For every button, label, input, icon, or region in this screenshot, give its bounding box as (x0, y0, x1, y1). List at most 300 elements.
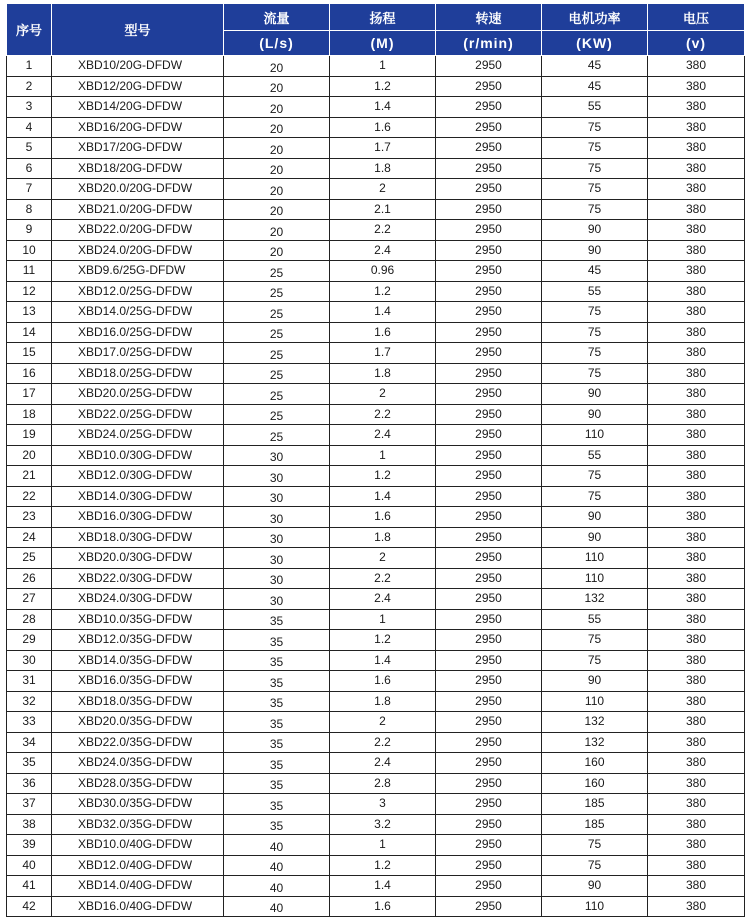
table-row (7, 671, 745, 692)
cell-speed: 2950 (436, 794, 542, 815)
cell-speed: 2950 (436, 445, 542, 466)
cell-power: 160 (542, 753, 648, 774)
cell-flow: 25 (224, 425, 330, 446)
cell-speed: 2950 (436, 322, 542, 343)
cell-no: 18 (7, 404, 52, 425)
table-row (7, 179, 745, 200)
cell-head: 2.4 (330, 753, 436, 774)
cell-power: 110 (542, 425, 648, 446)
cell-power: 75 (542, 650, 648, 671)
cell-flow: 25 (224, 343, 330, 364)
cell-voltage: 380 (648, 220, 745, 241)
cell-voltage: 380 (648, 302, 745, 323)
cell-speed: 2950 (436, 179, 542, 200)
cell-speed: 2950 (436, 691, 542, 712)
cell-flow: 30 (224, 527, 330, 548)
table-row (7, 199, 745, 220)
cell-power: 110 (542, 896, 648, 917)
cell-no: 41 (7, 876, 52, 897)
cell-no: 10 (7, 240, 52, 261)
cell-model: XBD28.0/35G-DFDW (52, 773, 224, 794)
cell-no: 7 (7, 179, 52, 200)
cell-flow: 30 (224, 568, 330, 589)
cell-head: 2.8 (330, 773, 436, 794)
cell-model: XBD16.0/40G-DFDW (52, 896, 224, 917)
table-row (7, 835, 745, 856)
cell-speed: 2950 (436, 404, 542, 425)
cell-no: 24 (7, 527, 52, 548)
cell-head: 1.4 (330, 876, 436, 897)
cell-flow: 30 (224, 548, 330, 569)
cell-no: 14 (7, 322, 52, 343)
cell-power: 55 (542, 445, 648, 466)
table-row (7, 507, 745, 528)
cell-power: 75 (542, 486, 648, 507)
header-head-unit: (M) (330, 31, 436, 56)
cell-flow: 35 (224, 773, 330, 794)
table-row (7, 814, 745, 835)
cell-power: 90 (542, 876, 648, 897)
header-voltage: 电压 (648, 4, 745, 31)
cell-no: 9 (7, 220, 52, 241)
cell-head: 1.6 (330, 671, 436, 692)
cell-flow: 20 (224, 117, 330, 138)
cell-power: 75 (542, 302, 648, 323)
cell-head: 1.2 (330, 855, 436, 876)
table-row (7, 322, 745, 343)
header-speed: 转速 (436, 4, 542, 31)
cell-head: 1.4 (330, 302, 436, 323)
cell-head: 1.7 (330, 343, 436, 364)
cell-no: 11 (7, 261, 52, 282)
cell-model: XBD18/20G-DFDW (52, 158, 224, 179)
cell-voltage: 380 (648, 158, 745, 179)
cell-flow: 30 (224, 445, 330, 466)
table-row (7, 220, 745, 241)
cell-speed: 2950 (436, 773, 542, 794)
cell-voltage: 380 (648, 486, 745, 507)
cell-model: XBD12.0/40G-DFDW (52, 855, 224, 876)
cell-speed: 2950 (436, 302, 542, 323)
table-row (7, 548, 745, 569)
cell-model: XBD22.0/35G-DFDW (52, 732, 224, 753)
cell-speed: 2950 (436, 753, 542, 774)
table-row (7, 76, 745, 97)
table-row (7, 876, 745, 897)
cell-no: 2 (7, 76, 52, 97)
table-row (7, 404, 745, 425)
cell-head: 3 (330, 794, 436, 815)
table-row (7, 609, 745, 630)
cell-power: 90 (542, 220, 648, 241)
cell-speed: 2950 (436, 712, 542, 733)
cell-flow: 30 (224, 507, 330, 528)
cell-model: XBD20.0/30G-DFDW (52, 548, 224, 569)
cell-head: 1.6 (330, 117, 436, 138)
cell-power: 55 (542, 281, 648, 302)
cell-head: 2.4 (330, 240, 436, 261)
cell-power: 132 (542, 712, 648, 733)
cell-no: 42 (7, 896, 52, 917)
cell-power: 45 (542, 76, 648, 97)
cell-flow: 35 (224, 630, 330, 651)
cell-no: 16 (7, 363, 52, 384)
cell-speed: 2950 (436, 732, 542, 753)
header-voltage-unit: (v) (648, 31, 745, 56)
table-row (7, 138, 745, 159)
table-row (7, 445, 745, 466)
cell-voltage: 380 (648, 589, 745, 610)
cell-no: 29 (7, 630, 52, 651)
table-row (7, 773, 745, 794)
table-row (7, 240, 745, 261)
table-body (7, 56, 745, 917)
cell-flow: 40 (224, 876, 330, 897)
cell-model: XBD16.0/30G-DFDW (52, 507, 224, 528)
table-row (7, 527, 745, 548)
cell-no: 31 (7, 671, 52, 692)
cell-power: 90 (542, 404, 648, 425)
cell-voltage: 380 (648, 404, 745, 425)
cell-speed: 2950 (436, 568, 542, 589)
cell-flow: 35 (224, 732, 330, 753)
header-speed-unit: (r/min) (436, 31, 542, 56)
cell-model: XBD12.0/30G-DFDW (52, 466, 224, 487)
cell-flow: 20 (224, 97, 330, 118)
cell-voltage: 380 (648, 56, 745, 77)
cell-power: 45 (542, 56, 648, 77)
cell-power: 90 (542, 384, 648, 405)
cell-no: 20 (7, 445, 52, 466)
cell-speed: 2950 (436, 630, 542, 651)
table-row (7, 56, 745, 77)
cell-model: XBD24.0/25G-DFDW (52, 425, 224, 446)
cell-speed: 2950 (436, 261, 542, 282)
header-power: 电机功率 (542, 4, 648, 31)
cell-flow: 40 (224, 896, 330, 917)
cell-speed: 2950 (436, 527, 542, 548)
cell-power: 55 (542, 609, 648, 630)
cell-head: 1.4 (330, 650, 436, 671)
cell-head: 2 (330, 548, 436, 569)
cell-flow: 35 (224, 609, 330, 630)
cell-head: 1.8 (330, 691, 436, 712)
table-row (7, 466, 745, 487)
cell-model: XBD21.0/20G-DFDW (52, 199, 224, 220)
cell-flow: 35 (224, 753, 330, 774)
cell-power: 110 (542, 691, 648, 712)
cell-head: 1.8 (330, 527, 436, 548)
cell-flow: 30 (224, 589, 330, 610)
cell-speed: 2950 (436, 548, 542, 569)
cell-power: 90 (542, 240, 648, 261)
cell-voltage: 380 (648, 240, 745, 261)
table-row (7, 384, 745, 405)
cell-head: 1.8 (330, 158, 436, 179)
cell-model: XBD14.0/35G-DFDW (52, 650, 224, 671)
cell-no: 22 (7, 486, 52, 507)
cell-voltage: 380 (648, 343, 745, 364)
cell-model: XBD12.0/35G-DFDW (52, 630, 224, 651)
cell-speed: 2950 (436, 281, 542, 302)
cell-voltage: 380 (648, 814, 745, 835)
cell-model: XBD17.0/25G-DFDW (52, 343, 224, 364)
cell-voltage: 380 (648, 97, 745, 118)
cell-speed: 2950 (436, 97, 542, 118)
table-row (7, 753, 745, 774)
cell-voltage: 380 (648, 691, 745, 712)
cell-voltage: 380 (648, 855, 745, 876)
cell-flow: 25 (224, 302, 330, 323)
cell-flow: 20 (224, 240, 330, 261)
cell-voltage: 380 (648, 835, 745, 856)
cell-power: 75 (542, 179, 648, 200)
cell-head: 2.1 (330, 199, 436, 220)
cell-model: XBD18.0/30G-DFDW (52, 527, 224, 548)
table-row (7, 486, 745, 507)
cell-head: 2.2 (330, 568, 436, 589)
cell-flow: 25 (224, 404, 330, 425)
cell-power: 160 (542, 773, 648, 794)
cell-head: 2.2 (330, 732, 436, 753)
cell-flow: 20 (224, 158, 330, 179)
cell-voltage: 380 (648, 76, 745, 97)
cell-speed: 2950 (436, 671, 542, 692)
cell-speed: 2950 (436, 855, 542, 876)
cell-speed: 2950 (436, 199, 542, 220)
cell-speed: 2950 (436, 486, 542, 507)
cell-power: 75 (542, 855, 648, 876)
cell-voltage: 380 (648, 568, 745, 589)
cell-model: XBD22.0/20G-DFDW (52, 220, 224, 241)
cell-speed: 2950 (436, 220, 542, 241)
cell-flow: 35 (224, 814, 330, 835)
cell-head: 2.2 (330, 220, 436, 241)
cell-voltage: 380 (648, 117, 745, 138)
cell-flow: 40 (224, 855, 330, 876)
cell-model: XBD14.0/25G-DFDW (52, 302, 224, 323)
cell-head: 1 (330, 56, 436, 77)
cell-model: XBD20.0/25G-DFDW (52, 384, 224, 405)
cell-no: 27 (7, 589, 52, 610)
cell-voltage: 380 (648, 261, 745, 282)
cell-no: 30 (7, 650, 52, 671)
cell-flow: 20 (224, 76, 330, 97)
cell-no: 23 (7, 507, 52, 528)
cell-speed: 2950 (436, 507, 542, 528)
cell-no: 12 (7, 281, 52, 302)
cell-power: 90 (542, 507, 648, 528)
table-row (7, 97, 745, 118)
table-row (7, 302, 745, 323)
cell-flow: 30 (224, 486, 330, 507)
cell-voltage: 380 (648, 363, 745, 384)
cell-power: 75 (542, 343, 648, 364)
cell-head: 1 (330, 835, 436, 856)
table-row (7, 425, 745, 446)
table-row (7, 855, 745, 876)
cell-power: 75 (542, 117, 648, 138)
table-row (7, 589, 745, 610)
pump-spec-table (6, 3, 745, 917)
cell-model: XBD18.0/35G-DFDW (52, 691, 224, 712)
cell-power: 132 (542, 589, 648, 610)
cell-no: 35 (7, 753, 52, 774)
table-header (7, 4, 745, 56)
table-row (7, 732, 745, 753)
cell-model: XBD16.0/25G-DFDW (52, 322, 224, 343)
cell-speed: 2950 (436, 363, 542, 384)
cell-no: 33 (7, 712, 52, 733)
cell-no: 34 (7, 732, 52, 753)
cell-model: XBD14.0/30G-DFDW (52, 486, 224, 507)
cell-head: 1 (330, 609, 436, 630)
header-power-unit: (KW) (542, 31, 648, 56)
cell-model: XBD9.6/25G-DFDW (52, 261, 224, 282)
cell-head: 2 (330, 179, 436, 200)
cell-power: 75 (542, 199, 648, 220)
cell-power: 45 (542, 261, 648, 282)
cell-speed: 2950 (436, 835, 542, 856)
cell-speed: 2950 (436, 158, 542, 179)
table-row (7, 630, 745, 651)
cell-model: XBD10.0/40G-DFDW (52, 835, 224, 856)
cell-flow: 40 (224, 835, 330, 856)
cell-head: 1.8 (330, 363, 436, 384)
cell-speed: 2950 (436, 56, 542, 77)
cell-power: 55 (542, 97, 648, 118)
cell-speed: 2950 (436, 384, 542, 405)
cell-model: XBD18.0/25G-DFDW (52, 363, 224, 384)
table-row (7, 261, 745, 282)
cell-speed: 2950 (436, 117, 542, 138)
cell-voltage: 380 (648, 609, 745, 630)
cell-model: XBD22.0/25G-DFDW (52, 404, 224, 425)
cell-no: 19 (7, 425, 52, 446)
cell-voltage: 380 (648, 773, 745, 794)
cell-speed: 2950 (436, 896, 542, 917)
cell-voltage: 380 (648, 732, 745, 753)
cell-head: 3.2 (330, 814, 436, 835)
header-no: 序号 (7, 4, 52, 56)
cell-voltage: 380 (648, 199, 745, 220)
cell-speed: 2950 (436, 466, 542, 487)
cell-head: 1.6 (330, 896, 436, 917)
cell-power: 132 (542, 732, 648, 753)
header-flow-unit: (L/s) (224, 31, 330, 56)
cell-flow: 30 (224, 466, 330, 487)
cell-model: XBD20.0/20G-DFDW (52, 179, 224, 200)
cell-voltage: 380 (648, 548, 745, 569)
cell-flow: 25 (224, 261, 330, 282)
cell-speed: 2950 (436, 425, 542, 446)
cell-no: 39 (7, 835, 52, 856)
table-row (7, 117, 745, 138)
table-row (7, 712, 745, 733)
cell-head: 1.2 (330, 76, 436, 97)
cell-model: XBD30.0/35G-DFDW (52, 794, 224, 815)
cell-head: 1.2 (330, 630, 436, 651)
cell-power: 75 (542, 835, 648, 856)
cell-voltage: 380 (648, 322, 745, 343)
cell-flow: 20 (224, 138, 330, 159)
cell-power: 75 (542, 322, 648, 343)
cell-voltage: 380 (648, 876, 745, 897)
cell-model: XBD24.0/35G-DFDW (52, 753, 224, 774)
cell-model: XBD24.0/20G-DFDW (52, 240, 224, 261)
cell-no: 21 (7, 466, 52, 487)
cell-head: 2.4 (330, 589, 436, 610)
table-row (7, 281, 745, 302)
cell-head: 2.4 (330, 425, 436, 446)
cell-model: XBD14.0/40G-DFDW (52, 876, 224, 897)
cell-speed: 2950 (436, 876, 542, 897)
cell-power: 75 (542, 630, 648, 651)
cell-voltage: 380 (648, 753, 745, 774)
cell-no: 25 (7, 548, 52, 569)
cell-model: XBD12.0/25G-DFDW (52, 281, 224, 302)
header-flow: 流量 (224, 4, 330, 31)
cell-speed: 2950 (436, 814, 542, 835)
cell-no: 36 (7, 773, 52, 794)
cell-speed: 2950 (436, 343, 542, 364)
cell-model: XBD22.0/30G-DFDW (52, 568, 224, 589)
cell-head: 1.6 (330, 322, 436, 343)
cell-flow: 25 (224, 363, 330, 384)
cell-power: 75 (542, 363, 648, 384)
cell-voltage: 380 (648, 425, 745, 446)
cell-flow: 25 (224, 322, 330, 343)
cell-voltage: 380 (648, 466, 745, 487)
cell-voltage: 380 (648, 630, 745, 651)
cell-no: 17 (7, 384, 52, 405)
cell-flow: 35 (224, 671, 330, 692)
table-row (7, 158, 745, 179)
cell-no: 5 (7, 138, 52, 159)
spec-table-container (6, 3, 744, 917)
cell-no: 26 (7, 568, 52, 589)
cell-head: 1.2 (330, 281, 436, 302)
cell-flow: 20 (224, 220, 330, 241)
cell-model: XBD10.0/35G-DFDW (52, 609, 224, 630)
cell-flow: 35 (224, 650, 330, 671)
cell-power: 185 (542, 814, 648, 835)
cell-power: 75 (542, 138, 648, 159)
cell-model: XBD20.0/35G-DFDW (52, 712, 224, 733)
table-row (7, 363, 745, 384)
cell-no: 8 (7, 199, 52, 220)
cell-speed: 2950 (436, 138, 542, 159)
cell-no: 32 (7, 691, 52, 712)
cell-no: 37 (7, 794, 52, 815)
cell-speed: 2950 (436, 76, 542, 97)
cell-no: 40 (7, 855, 52, 876)
cell-head: 2 (330, 384, 436, 405)
cell-voltage: 380 (648, 281, 745, 302)
cell-model: XBD14/20G-DFDW (52, 97, 224, 118)
cell-no: 4 (7, 117, 52, 138)
cell-no: 6 (7, 158, 52, 179)
cell-flow: 20 (224, 56, 330, 77)
cell-head: 1.7 (330, 138, 436, 159)
table-row (7, 691, 745, 712)
cell-flow: 35 (224, 691, 330, 712)
table-row (7, 568, 745, 589)
header-row-top (7, 4, 745, 31)
cell-head: 1.2 (330, 466, 436, 487)
cell-model: XBD16/20G-DFDW (52, 117, 224, 138)
table-row (7, 343, 745, 364)
